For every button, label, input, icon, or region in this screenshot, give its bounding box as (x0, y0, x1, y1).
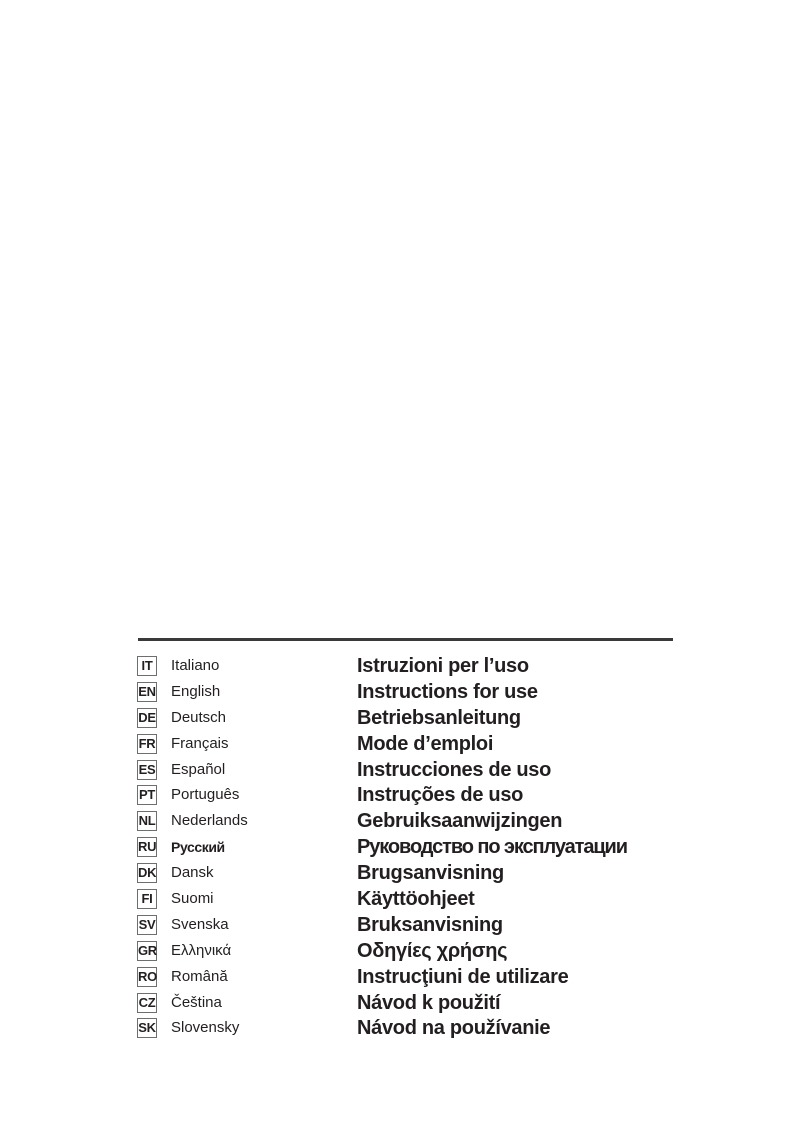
language-code-badge: FR (137, 734, 157, 754)
language-row-sk (137, 1016, 697, 1042)
instructions-title: Brugsanvisning (357, 862, 504, 885)
language-name: Slovensky (171, 1019, 240, 1037)
language-row-fi (137, 887, 697, 913)
language-row-en (137, 680, 697, 706)
language-code-badge: NL (137, 811, 157, 831)
instructions-title: Bruksanvisning (357, 913, 503, 936)
language-code-badge: RO (137, 967, 157, 987)
language-row-ro (137, 965, 697, 991)
instructions-title: Návod na používanie (357, 1017, 551, 1040)
instructions-title: Gebruiksaanwijzingen (357, 810, 563, 833)
instructions-title: Instrucciones de uso (357, 758, 552, 781)
language-name: Русский (171, 839, 225, 856)
instructions-title: Instruções de uso (357, 784, 524, 807)
language-code-badge: ES (137, 760, 157, 780)
language-code-badge: IT (137, 656, 157, 676)
language-code-badge: DK (137, 863, 157, 883)
language-name: Deutsch (171, 708, 227, 726)
language-row-dk (137, 861, 697, 887)
language-name: Čeština (171, 993, 222, 1011)
language-code-badge: GR (137, 941, 157, 961)
instructions-title: Instructions for use (357, 680, 538, 703)
language-name: Español (171, 760, 226, 778)
language-list (137, 654, 697, 1042)
language-name: Ελληνικά (171, 941, 232, 959)
language-row-fr (137, 732, 697, 758)
language-name: Italiano (171, 657, 220, 674)
language-code-badge: FI (137, 889, 157, 909)
language-code-badge: EN (137, 682, 157, 702)
language-row-sv (137, 913, 697, 939)
language-name: Nederlands (171, 812, 248, 830)
language-name: Română (171, 967, 228, 985)
instructions-title: Käyttöohjeet (357, 888, 475, 911)
instructions-title: Οδηγίες χρήσης (357, 939, 508, 962)
language-code-badge: PT (137, 785, 157, 805)
language-code-badge: CZ (137, 993, 157, 1013)
language-row-ru (137, 835, 697, 861)
language-name: Português (171, 786, 240, 804)
instructions-title: Betriebsanleitung (357, 706, 521, 729)
language-row-es (137, 758, 697, 784)
language-row-nl (137, 809, 697, 835)
language-name: Suomi (171, 890, 214, 908)
language-code-badge: SV (137, 915, 157, 935)
language-row-it (137, 654, 697, 680)
language-row-cz (137, 991, 697, 1017)
instructions-title: Instrucţiuni de utilizare (357, 965, 569, 988)
language-code-badge: DE (137, 708, 157, 728)
language-code-badge: SK (137, 1018, 157, 1038)
instructions-title: Руководство по эксплуатации (357, 836, 627, 859)
language-row-de (137, 706, 697, 732)
top-divider-line (138, 638, 673, 641)
language-name: Svenska (171, 915, 229, 933)
instructions-title: Istruzioni per l’uso (357, 655, 529, 677)
instructions-title: Mode d’emploi (357, 732, 494, 755)
language-name: Dansk (171, 864, 214, 882)
language-name: English (171, 682, 221, 700)
language-name: Français (171, 734, 229, 752)
instructions-title: Návod k použití (357, 991, 501, 1014)
language-row-gr (137, 939, 697, 965)
language-row-pt (137, 783, 697, 809)
language-code-badge: RU (137, 837, 157, 857)
